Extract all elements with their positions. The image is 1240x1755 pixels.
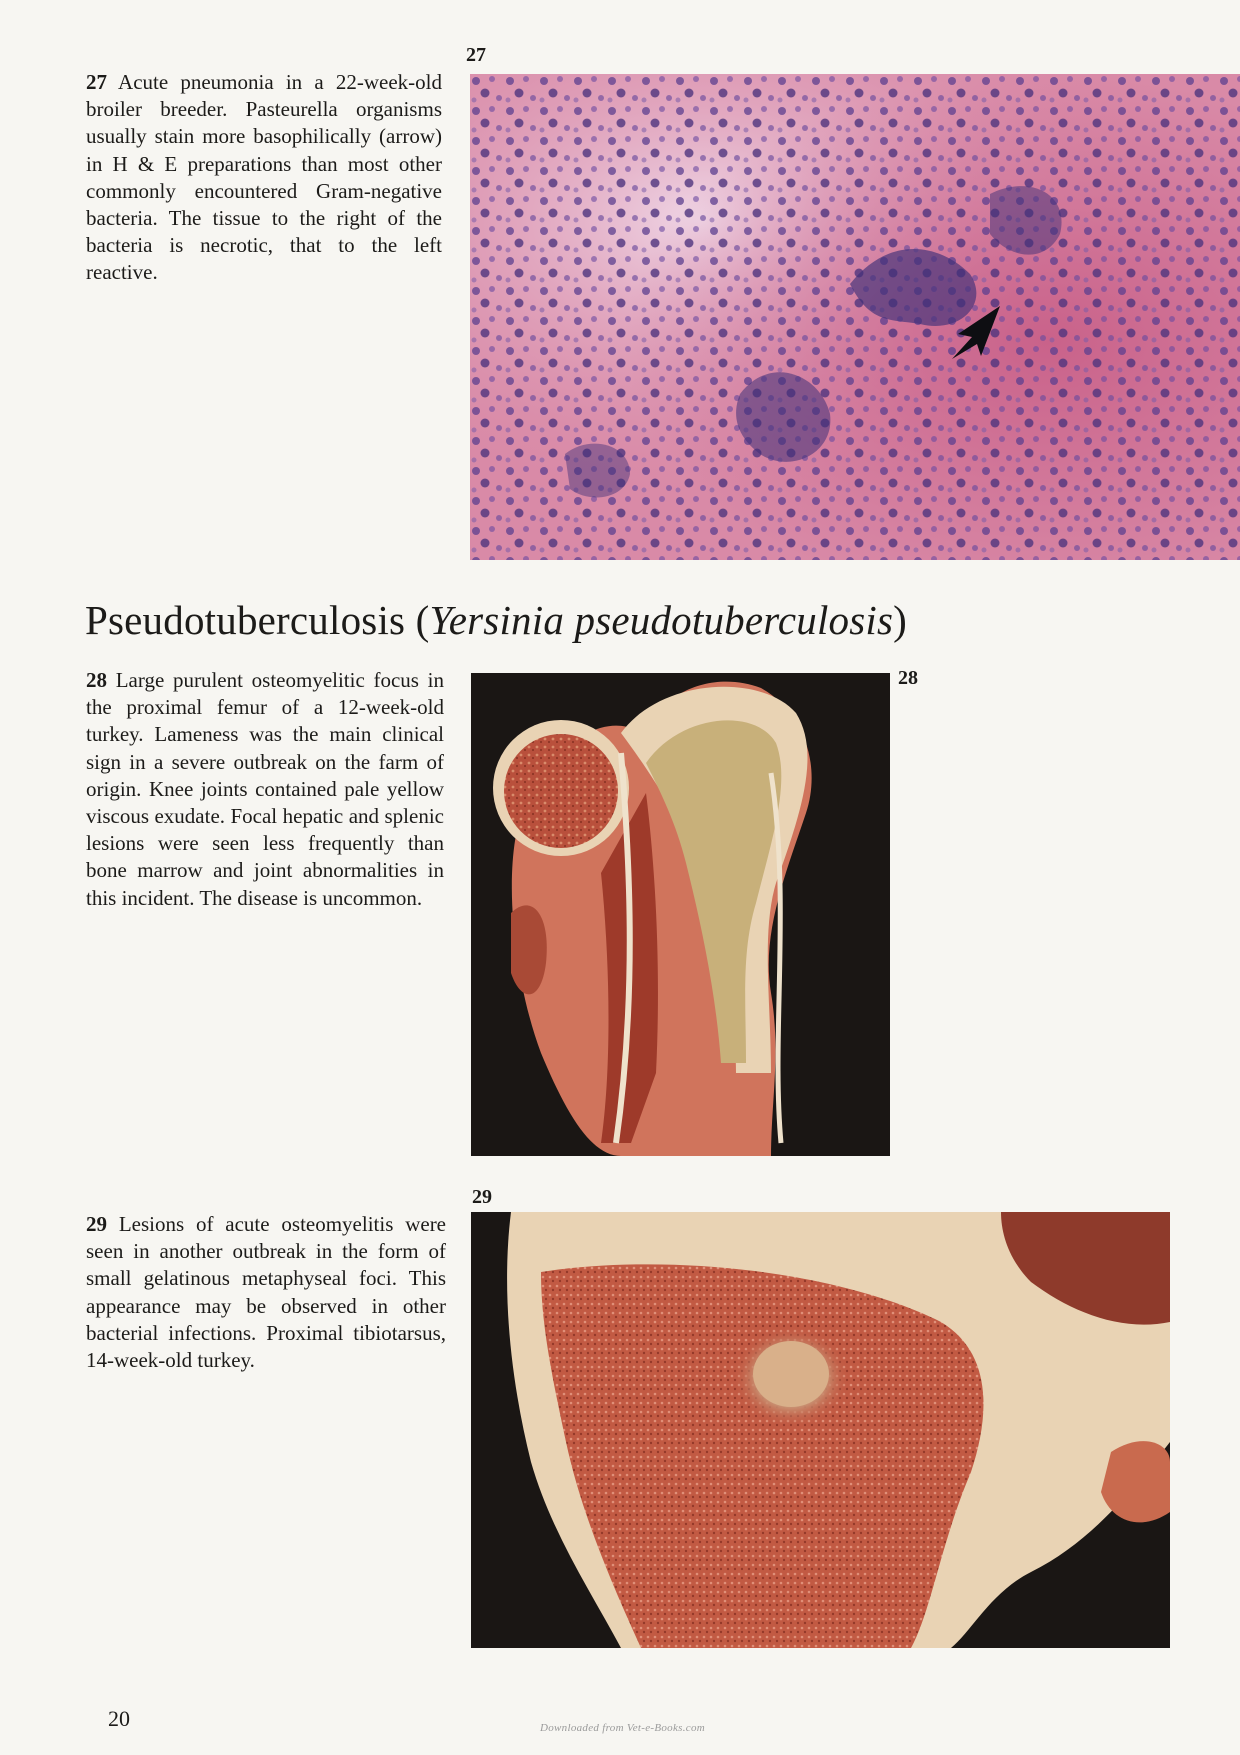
figure-27-histology-photo [470, 74, 1240, 560]
figure-28-caption-number: 28 [86, 668, 107, 692]
figure-29-tibiotarsus-photo [471, 1212, 1170, 1648]
figure-28-femur-photo [471, 673, 890, 1156]
figure-27-caption [86, 69, 442, 287]
section-heading-close-paren: ) [893, 597, 908, 643]
footer-watermark: Downloaded from Vet-e-Books.com [540, 1722, 705, 1734]
figure-29-caption-text: Lesions of acute osteomyelitis were seen in another outbreak in the form of small gelatinous metaphyseal foci. This appearance may be observed in other bacterial infections. Proximal tibiotarsus, 14-week-old turkey. [86, 1212, 447, 1373]
section-heading-open-paren: ( [415, 597, 430, 643]
figure-28-caption [86, 667, 444, 912]
figure-29-caption-number: 29 [86, 1212, 107, 1236]
figure-29-caption [86, 1211, 446, 1374]
section-heading [85, 596, 907, 644]
figure-27-number: 27 [466, 44, 486, 66]
section-heading-species: Yersinia pseudotuberculosis [429, 597, 894, 643]
figure-28-number: 28 [898, 667, 918, 689]
figure-27-caption-text: Acute pneumonia in a 22-week-old broiler breeder. Pasteurella organisms usually stain more basophilically (arrow) in H & E preparations than most other commonly encountered Gram-negative bacteria. The tissue to the right of the bacteria is necrotic, that to the left reactive. [86, 70, 442, 285]
page-number: 20 [108, 1706, 130, 1731]
figure-29-number: 29 [472, 1186, 492, 1208]
section-heading-main: Pseudotuberculosis [85, 597, 406, 643]
figure-27-caption-number: 27 [86, 70, 107, 94]
figure-28-caption-text: Large purulent osteomyelitic focus in the proximal femur of a 12-week-old turkey. Lameness was the main clinical sign in a severe outbreak on the farm of origin. Knee joints contained pale yellow viscous exudate. Focal hepatic and splenic lesions were seen less frequently than bone marrow and joint abnormalities in this incident. The disease is uncommon. [86, 668, 445, 910]
